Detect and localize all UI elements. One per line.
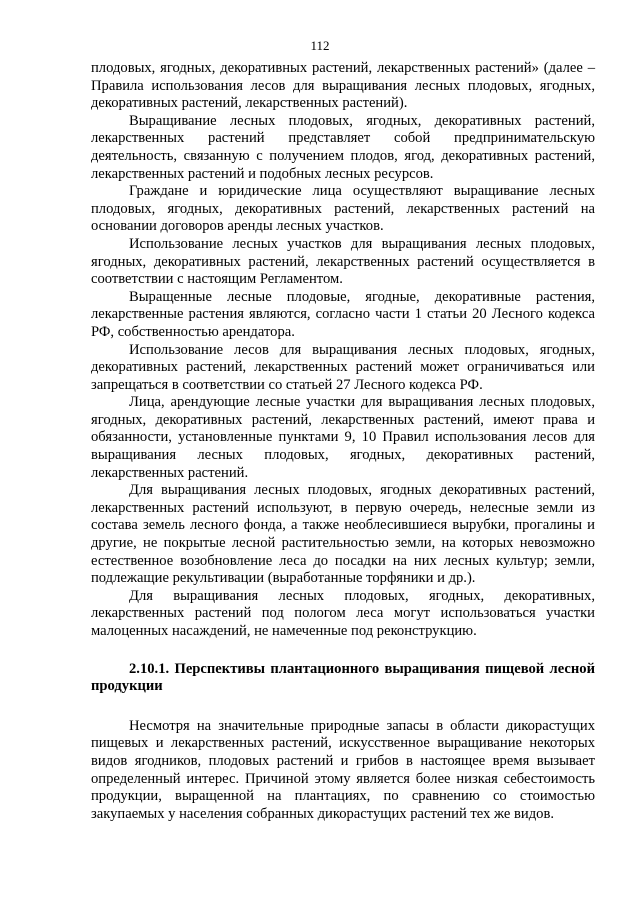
paragraph: Для выращивания лесных плодовых, ягодных, декоративных, лекарственных растений под пологом леса могут использоваться участки малоценных насаждений, не намеченные под реконструкцию. (91, 587, 595, 639)
page-number: 112 (310, 38, 330, 53)
body-text (91, 60, 595, 823)
paragraph: Использование лесов для выращивания лесных плодовых, ягодных, декоративных растений, лекарственных растений может ограничиваться или запрещаться в соответствии со статьей 27 Лесного кодекса РФ. (91, 341, 595, 393)
paragraph: Граждане и юридические лица осуществляют выращивание лесных плодовых, ягодных, декоративных растений, лекарственных растений на основании договоров аренды лесных участков. (91, 183, 595, 235)
closing-paragraph: Несмотря на значительные природные запасы в области дикорастущих пищевых и лекарственных растений, искусственное выращивание некоторых видов ягодников, плодовых растений и грибов в настоящее время вызывает определенный интерес. Причиной этому является более низкая себестоимость продукции, выращенной на плантациях, по сравнению со стоимостью закупаемых у населения собранных дикорастущих растений тех же видов. (91, 717, 595, 822)
paragraph: Выращенные лесные плодовые, ягодные, декоративные растения, лекарственные растения являются, согласно части 1 статьи 20 Лесного кодекса РФ, собственностью арендатора. (91, 288, 595, 340)
paragraph: Использование лесных участков для выращивания лесных плодовых, ягодных, декоративных растений, лекарственных растений осуществляется в соответствии с настоящим Регламентом. (91, 235, 595, 288)
section-heading: 2.10.1. Перспективы плантационного выращивания пищевой лесной продукции (91, 660, 595, 695)
paragraph: Лица, арендующие лесные участки для выращивания лесных плодовых, ягодных, декоративных растений, лекарственных растений, имеют права и обязанности, установленные пунктами 9, 10 Правил использования лесов для выращивания лесных плодовых, ягодных, декоративных растений, лекарственных растений. (91, 394, 595, 481)
paragraph: Выращивание лесных плодовых, ягодных, декоративных растений, лекарственных растений представляет собой предпринимательскую деятельность, связанную с получением плодов, ягод, декоративных растений, лекарственных растений и подобных лесных ресурсов. (91, 112, 595, 182)
paragraph: Для выращивания лесных плодовых, ягодных декоративных растений, лекарственных растений используют, в первую очередь, нелесные земли из состава земель лесного фонда, а также необлесившиеся вырубки, прогалины и другие, не покрытые лесной растительностью земли, на которых невозможно естественное возобновление леса до посадки на них лесных культур; земли, подлежащие рекультивации (выработанные торфяники и др.). (91, 482, 595, 587)
paragraph: плодовых, ягодных, декоративных растений, лекарственных растений» (далее – Правила использования лесов для выращивания лесных плодовых, ягодных, декоративных растений, лекарственных растений). (91, 60, 595, 112)
